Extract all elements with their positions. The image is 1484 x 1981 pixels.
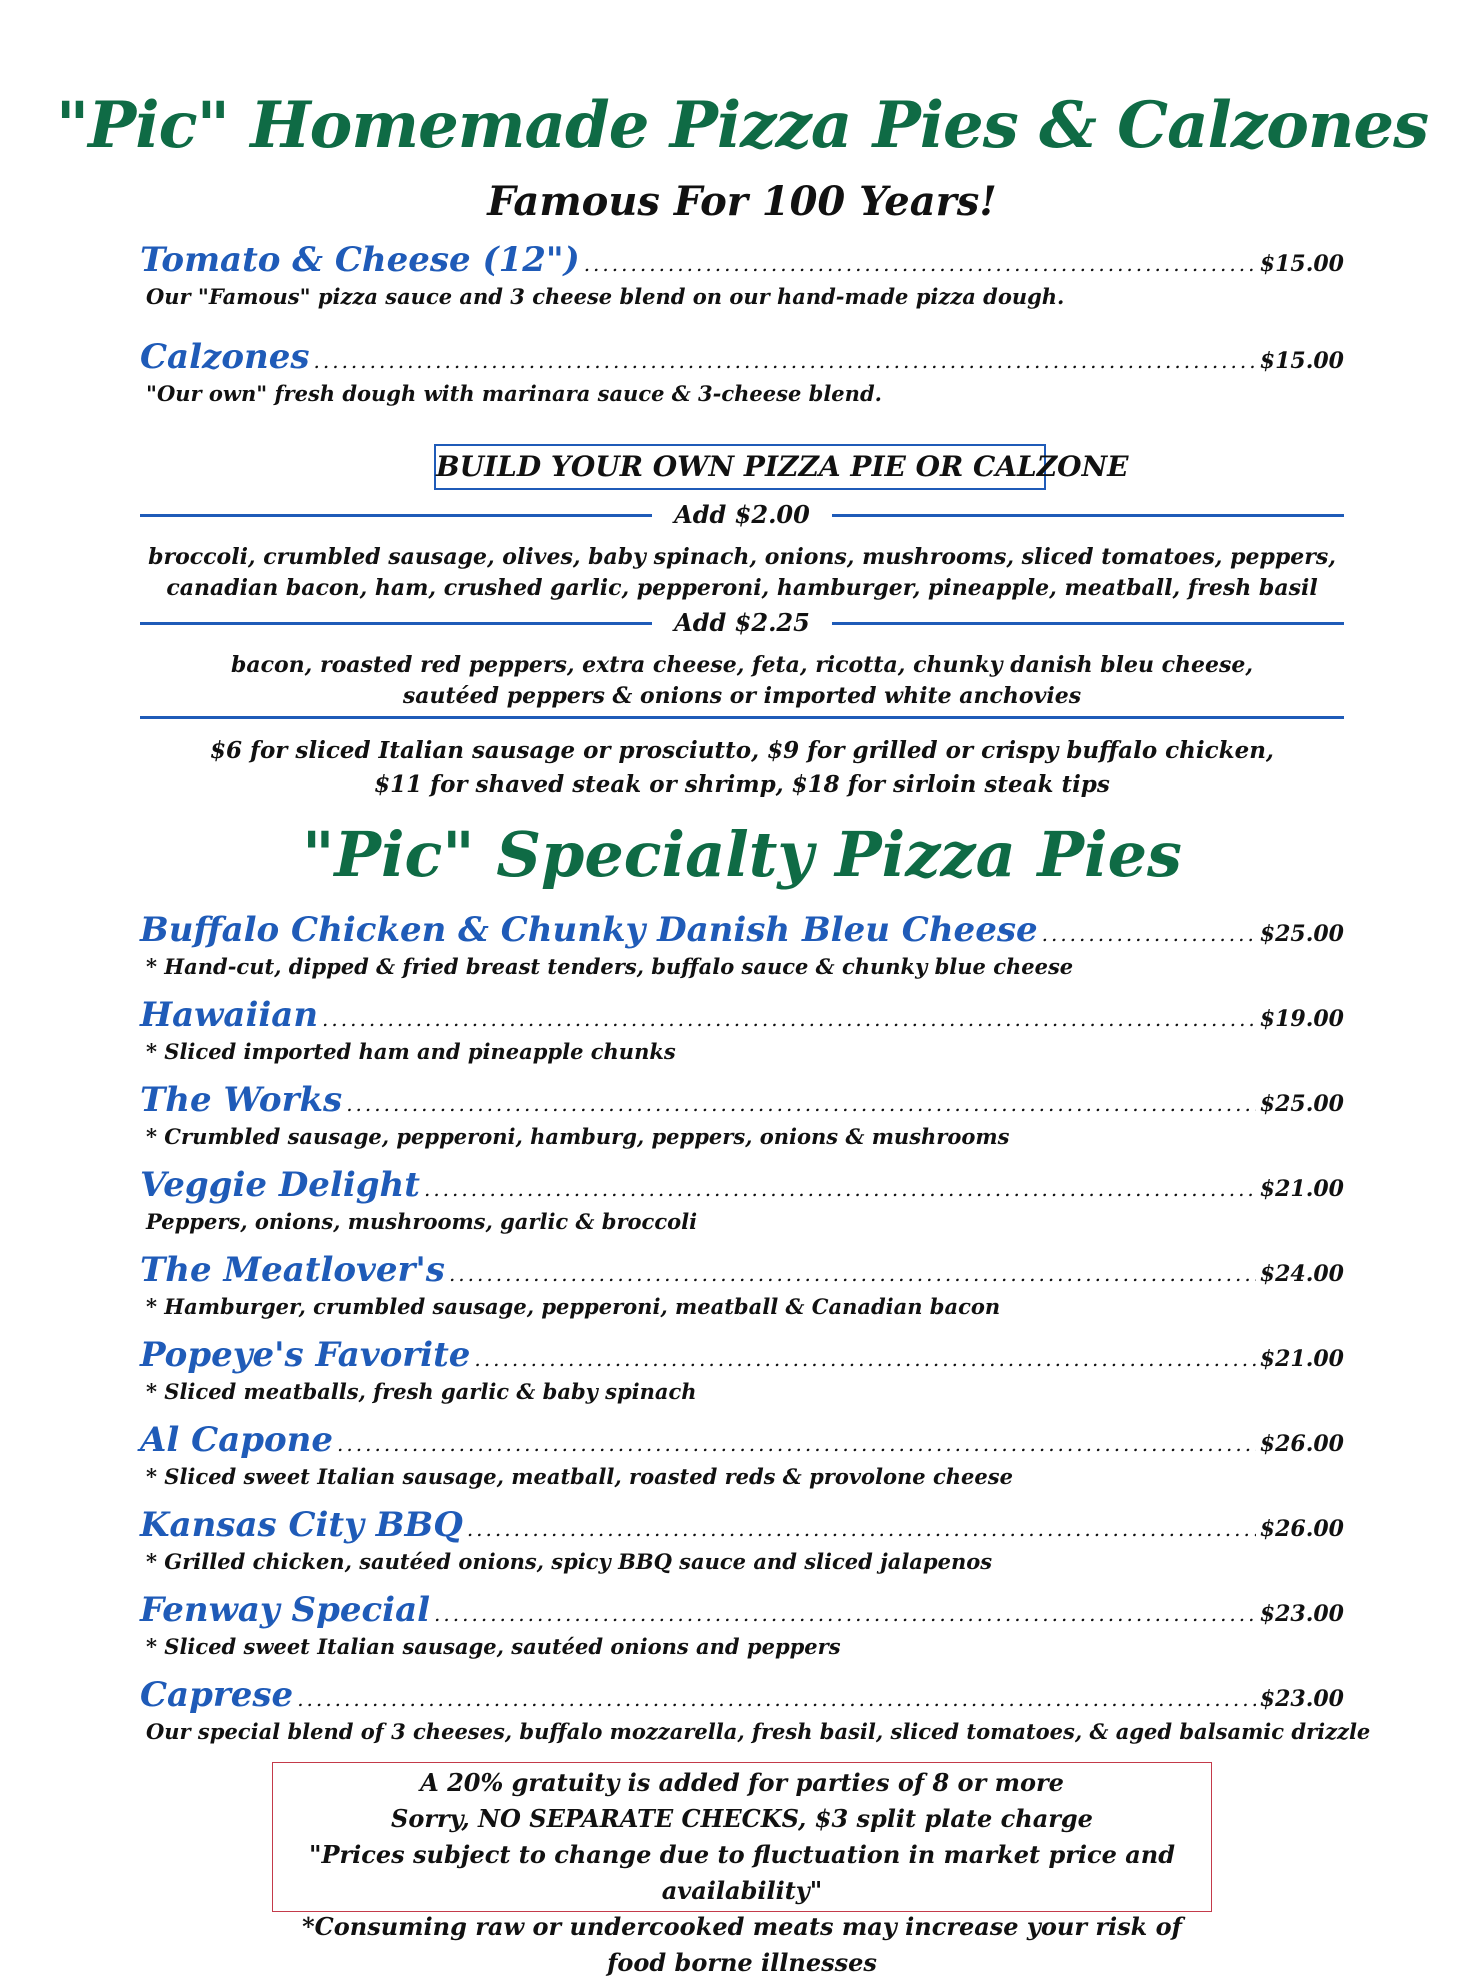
item-description: * Sliced sweet Italian sausage, sautéed onions and peppers (146, 1634, 841, 1659)
item-price: $19.00 (1259, 1006, 1344, 1032)
item-name: The Works (140, 1080, 343, 1120)
dot-leader (584, 252, 1256, 276)
tier2-label: Add $2.25 (674, 608, 810, 637)
dot-leader (474, 1347, 1255, 1371)
menu-item-popeyes-favorite (140, 1335, 1344, 1404)
menu-item-meatlovers (140, 1250, 1344, 1319)
item-description: Our special blend of 3 cheeses, buffalo mozzarella, fresh basil, sliced tomatoes, & aged balsamic drizzle (146, 1719, 1371, 1744)
notice-price-change: "Prices subject to change due to fluctuation in market price and availability" (308, 1840, 1176, 1905)
menu-item-al-capone (140, 1420, 1344, 1489)
specialty-title: "Pic" Specialty Pizza Pies (302, 818, 1182, 891)
menu-item-hawaiian (140, 995, 1344, 1064)
item-name: Tomato & Cheese (12") (140, 240, 580, 280)
item-name: Fenway Special (140, 1590, 431, 1630)
item-description: * Crumbled sausage, pepperoni, hamburg, peppers, onions & mushrooms (146, 1124, 1010, 1149)
tier2-rule (140, 608, 1344, 638)
tier1-toppings-line1: broccoli, crumbled sausage, olives, baby spinach, onions, mushrooms, sliced tomatoes, peppers, (148, 544, 1336, 570)
menu-item-kansas-city-bbq (140, 1505, 1344, 1574)
tier2-toppings-line1: bacon, roasted red peppers, extra cheese, feta, ricotta, chunky danish bleu cheese, (230, 652, 1254, 678)
item-description: "Our own" fresh dough with marinara sauce & 3-cheese blend. (146, 381, 882, 406)
item-price: $26.00 (1259, 1431, 1344, 1457)
notice-food-warning: *Consuming raw or undercooked meats may increase your risk of food borne illnesses (302, 1912, 1182, 1977)
tier1-toppings-line2: canadian bacon, ham, crushed garlic, pepperoni, hamburger, pineapple, meatball, fresh basil (166, 575, 1318, 601)
item-name: Calzones (140, 337, 310, 377)
dot-leader (337, 1432, 1256, 1456)
item-description: * Hamburger, crumbled sausage, pepperoni, meatball & Canadian bacon (146, 1294, 1001, 1319)
tier1-toppings (140, 542, 1344, 604)
build-your-own-heading: BUILD YOUR OWN PIZZA PIE OR CALZONE (434, 444, 1046, 490)
menu-item-fenway-special (140, 1590, 1344, 1659)
menu-item-tomato-cheese (140, 240, 1344, 309)
premium-toppings-line1: $6 for sliced Italian sausage or prosciutto, $9 for grilled or crispy buffalo chicken, (210, 737, 1274, 764)
menu-item-veggie-delight (140, 1165, 1344, 1234)
menu-item-calzones (140, 337, 1344, 406)
menu-subtitle: Famous For 100 Years! (487, 178, 997, 225)
item-description: * Sliced meatballs, fresh garlic & baby spinach (146, 1379, 697, 1404)
dot-leader (297, 1687, 1256, 1711)
item-description: * Hand-cut, dipped & fried breast tenders, buffalo sauce & chunky blue cheese (146, 954, 1074, 979)
item-name: Kansas City BBQ (140, 1505, 463, 1545)
section-divider (140, 716, 1344, 719)
item-description: Our "Famous" pizza sauce and 3 cheese blend on our hand-made pizza dough. (146, 284, 1065, 309)
item-description: * Sliced imported ham and pineapple chunks (146, 1039, 676, 1064)
dot-leader (449, 1262, 1256, 1286)
menu-item-the-works (140, 1080, 1344, 1149)
premium-toppings-line2: $11 for shaved steak or shrimp, $18 for sirloin steak tips (374, 771, 1110, 798)
dot-leader (346, 1092, 1256, 1116)
item-price: $25.00 (1259, 921, 1344, 947)
item-price: $21.00 (1259, 1346, 1344, 1372)
menu-title: "Pic" Homemade Pizza Pies & Calzones (55, 88, 1429, 163)
item-price: $24.00 (1259, 1261, 1344, 1287)
notice-separate-checks: Sorry, NO SEPARATE CHECKS, $3 split plate charge (391, 1804, 1093, 1833)
item-price: $15.00 (1259, 348, 1344, 374)
tier2-toppings-line2: sautéed peppers & onions or imported white anchovies (402, 683, 1082, 709)
item-name: Caprese (140, 1675, 294, 1715)
dot-leader (434, 1602, 1256, 1626)
notice-gratuity: A 20% gratuity is added for parties of 8 or more (420, 1768, 1064, 1797)
item-name: Buffalo Chicken & Chunky Danish Bleu Cheese (140, 910, 1038, 950)
dot-leader (314, 349, 1256, 373)
item-name: Veggie Delight (140, 1165, 420, 1205)
item-description: * Grilled chicken, sautéed onions, spicy BBQ sauce and sliced jalapenos (146, 1549, 993, 1574)
item-price: $25.00 (1259, 1091, 1344, 1117)
dot-leader (467, 1517, 1256, 1541)
menu-item-caprese (140, 1675, 1371, 1744)
dot-leader (424, 1177, 1256, 1201)
menu-item-buffalo-chicken (140, 910, 1344, 979)
tier1-rule (140, 500, 1344, 530)
item-description: Peppers, onions, mushrooms, garlic & broccoli (146, 1209, 698, 1234)
item-price: $21.00 (1259, 1176, 1344, 1202)
item-price: $26.00 (1259, 1516, 1344, 1542)
premium-toppings (140, 734, 1344, 802)
item-name: The Meatlover's (140, 1250, 445, 1290)
item-price: $15.00 (1259, 251, 1344, 277)
item-name: Popeye's Favorite (140, 1335, 471, 1375)
item-name: Hawaiian (140, 995, 319, 1035)
item-price: $23.00 (1259, 1601, 1344, 1627)
notice-box (272, 1762, 1212, 1977)
dot-leader (1042, 922, 1256, 946)
dot-leader (322, 1007, 1256, 1031)
item-description: * Sliced sweet Italian sausage, meatball, roasted reds & provolone cheese (146, 1464, 1013, 1489)
tier1-label: Add $2.00 (674, 500, 810, 529)
tier2-toppings (140, 650, 1344, 712)
item-price: $23.00 (1259, 1686, 1344, 1712)
item-name: Al Capone (140, 1420, 334, 1460)
